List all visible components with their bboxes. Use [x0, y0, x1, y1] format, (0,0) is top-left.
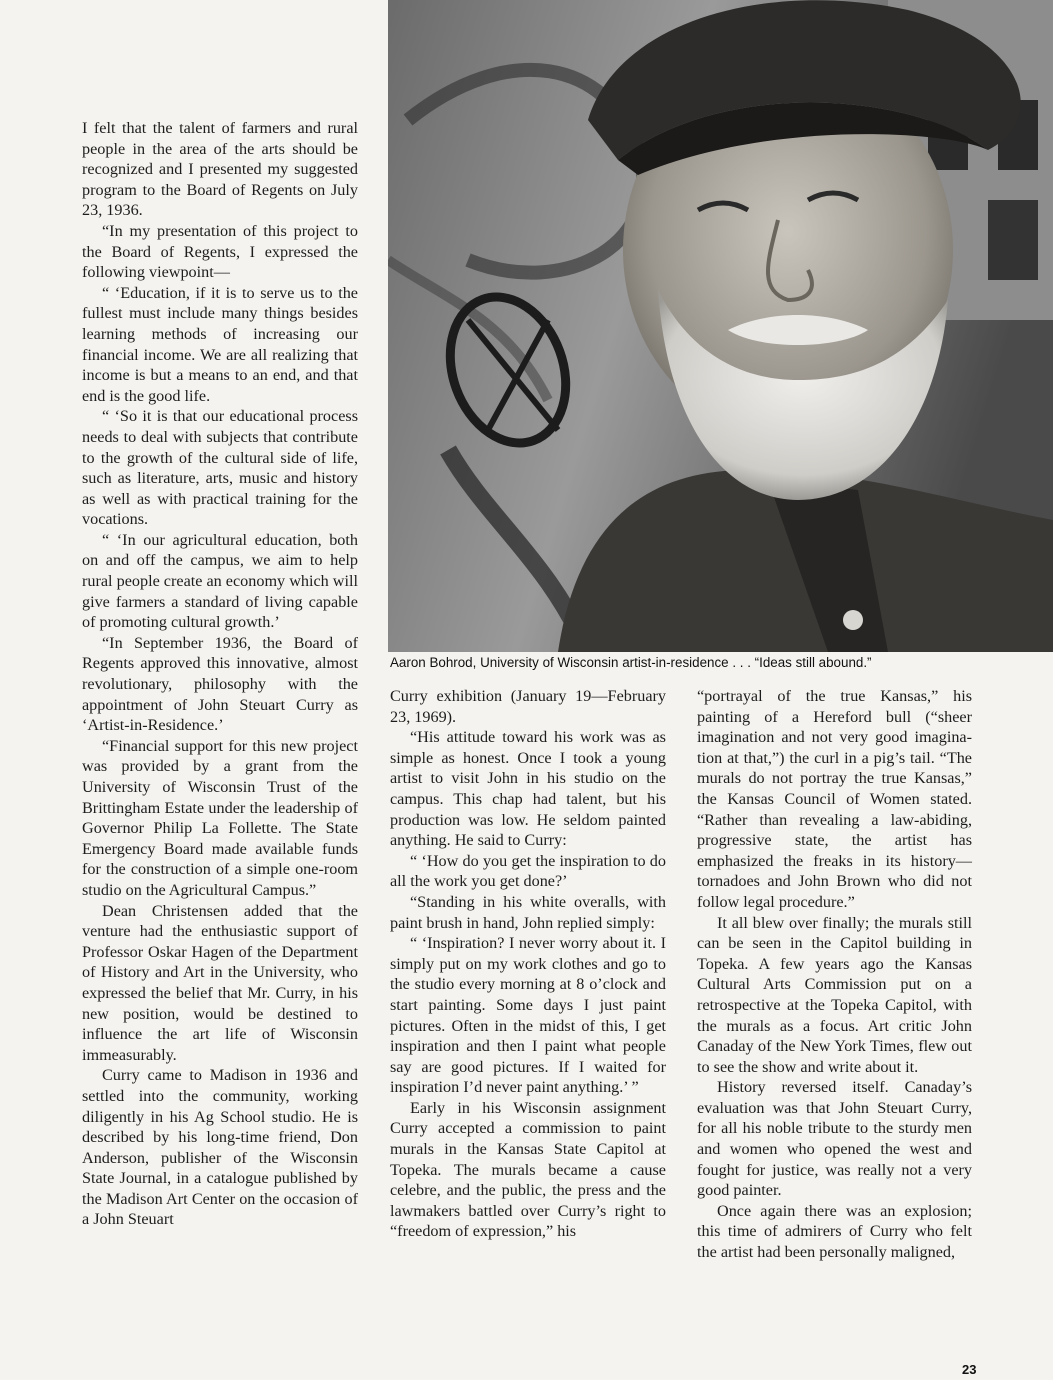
paragraph: “In my presentation of this project to the Board of Regents, I expressed the following viewpoint—: [82, 221, 358, 282]
photo-caption: Aaron Bohrod, University of Wisconsin artist-in-residence . . . “Ideas still abound.”: [390, 655, 872, 670]
paragraph: “ ‘So it is that our educational process needs to deal with subjects that contribute to the growth of the cultural side of life, such as literature, arts, music and history as well as with practical training for the vocations.: [82, 407, 358, 529]
paragraph: History reversed itself. Canaday’s evaluation was that John Steuart Curry, for all his noble tribute to the sturdy men and women who opened the west and fought for justice, was really not a very good painter.: [697, 1078, 972, 1200]
paragraph: “ ‘Inspiration? I never worry about it. I simply put on my work clothes and go to the studio every morning at 8 o’clock and start painting. Some days I just paint pictures. Often in the midst of this, I get inspiration and then I paint what people say are good pictures. If I waited for inspiration I’d never paint anything.’ ”: [390, 934, 666, 1097]
paragraph: “ ‘Education, if it is to serve us to the fullest must include many things besides learning methods of increasing our financial income. We are all realizing that income is but a means to an end, and that end is the good life.: [82, 283, 358, 405]
paragraph: Once again there was an explosion; this time of admirers of Curry who felt the artist had been personally maligned,: [697, 1201, 972, 1262]
paragraph: “In September 1936, the Board of Regents approved this innovative, almost revolutionary, philosophy with the appointment of John Steuart Curry as ‘Artist-in-Residence.’: [82, 633, 358, 735]
paragraph: Curry came to Madison in 1936 and settled into the community, working diligently in his Ag School studio. He is described by his long-time friend, Don Anderson, publisher of the Wisconsin State Journal, in a catalogue published by the Madison Art Center on the occasion of a John Steuart: [82, 1066, 358, 1229]
paragraph: “Standing in his white overalls, with paint brush in hand, John replied simply:: [390, 892, 666, 932]
paragraph: Curry exhibition (January 19—February 23, 1969).: [390, 687, 666, 726]
paragraph: “ ‘How do you get the inspiration to do all the work you get done?’: [390, 851, 666, 891]
portrait-photo: [388, 0, 1053, 652]
article-column-1: [82, 118, 358, 1230]
paragraph: “ ‘In our agricultural education, both on and off the campus, we aim to help rural people create an economy which will give farmers a standard of living capable of promoting cultural growth.’: [82, 530, 358, 632]
paragraph: Early in his Wisconsin assignment Curry accepted a commission to paint murals in the Kansas State Capitol at Topeka. The murals became a cause celebre, and the public, the press and the lawmakers battled over Curry’s right to “freedom of expression,” his: [390, 1098, 666, 1241]
paragraph: “Financial support for this new project was provided by a grant from the University of Wisconsin Trust of the Brittingham Estate under the leadership of Governor Philip La Follette. The State Emergency Board made available funds for the construction of a simple one-room studio on the Agricultural Campus.”: [82, 736, 358, 899]
paragraph: “His attitude toward his work was as simple as honest. Once I took a young artist to visit John in his studio on the campus. This chap had talent, but his production was low. He seldom painted anything. He said to Curry:: [390, 728, 666, 850]
paragraph: “portrayal of the true Kansas,” his painting of a Hereford bull (“sheer imagination and not very good imagination at that,”) the curl in a pig’s tail. “The murals do not portray the true Kansas,” the Kansas Council of Women stated. “Rather than revealing a law-abiding, progressive state, the artist has emphasized the freaks in its history—tornadoes and John Brown who did not follow legal procedure.”: [697, 687, 972, 911]
paragraph: I felt that the talent of farmers and rural people in the area of the arts should be recognized and I presented my suggested program to the Board of Regents on July 23, 1936.: [82, 119, 358, 220]
page-number: 23: [962, 1362, 977, 1377]
paragraph: Dean Christensen added that the venture had the enthusiastic support of Professor Oskar Hagen of the Department of History and Art in the University, who expressed the belief that Mr. Curry, in his new position, would be destined to influence the art life of Wisconsin immeasurably.: [82, 901, 358, 1064]
paragraph: It all blew over finally; the murals still can be seen in the Capitol building in Topeka. A few years ago the Kansas Cultural Arts Commission put on a retrospective at the Topeka Capitol, with the murals as a focus. Art critic John Canaday of the New York Times, flew out to see the show and write about it.: [697, 913, 972, 1076]
article-column-3: [697, 686, 972, 1263]
article-column-2: [390, 686, 666, 1242]
